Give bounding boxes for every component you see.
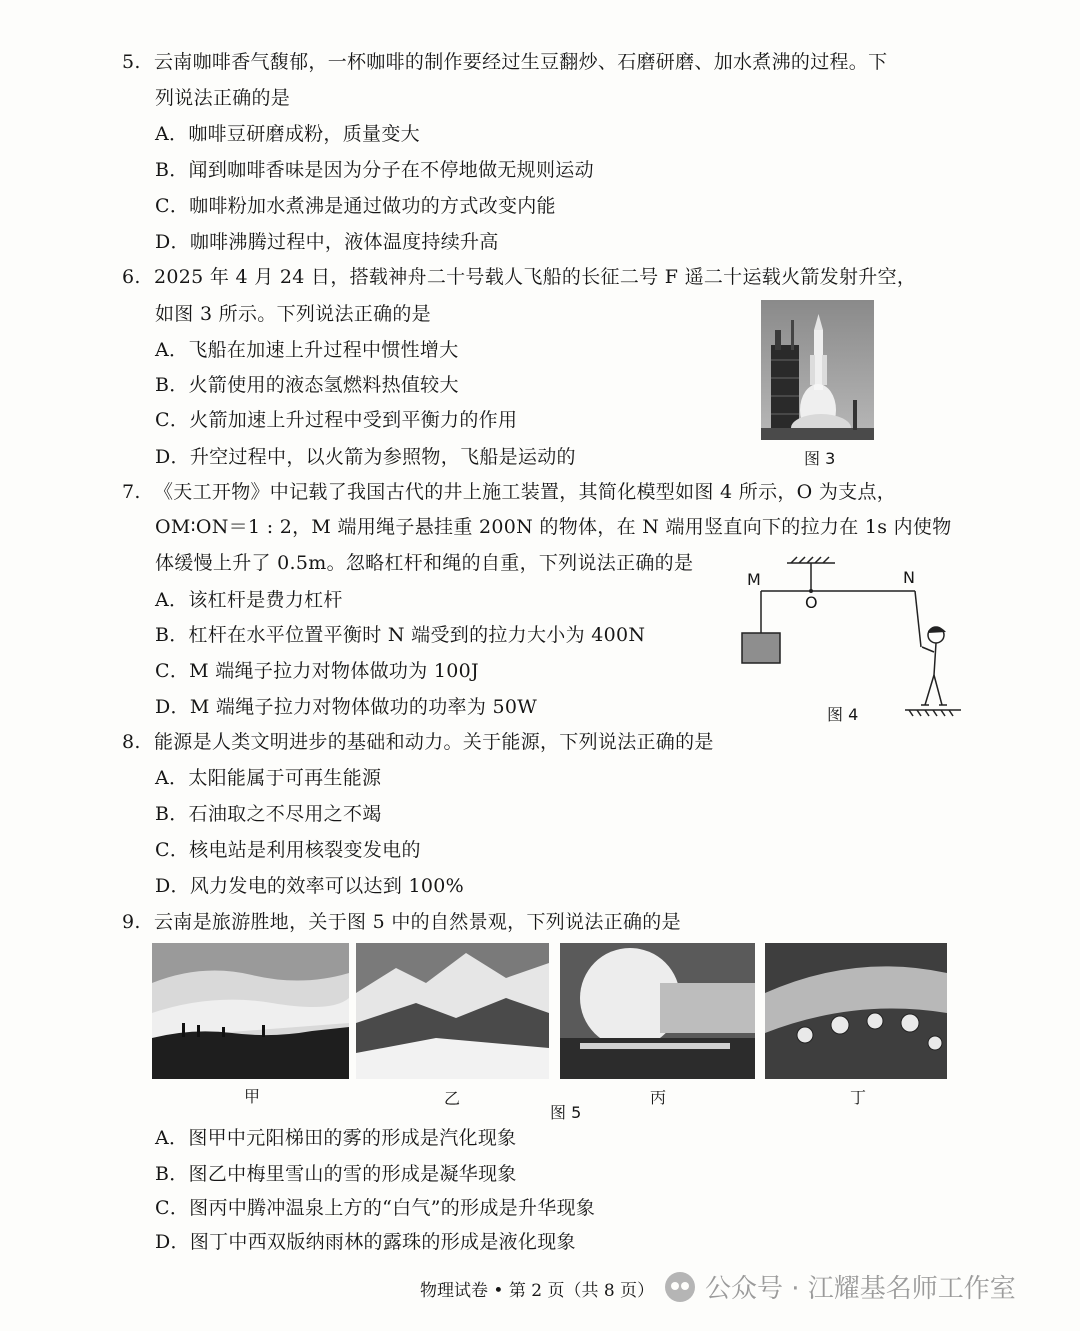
label-n: N: [903, 568, 915, 587]
q6-stem-line1: 6. 2025 年 4 月 24 日，搭载神舟二十号载人飞船的长征二号 F 遥二十运载火箭发射升空，: [122, 266, 917, 288]
q9-option-a: A．图甲中元阳梯田的雾的形成是汽化现象: [155, 1127, 517, 1149]
q5-option-c: C．咖啡粉加水煮沸是通过做功的方式改变内能: [155, 195, 556, 217]
figure-4-lever-diagram: [735, 555, 970, 725]
q6-option-d: D．升空过程中，以火箭为参照物，飞船是运动的: [155, 446, 576, 468]
watermark-text: 公众号 · 江耀基名师工作室: [705, 1274, 1016, 1304]
q8-option-c: C．核电站是利用核裂变发电的: [155, 839, 421, 861]
q5-option-a: A．咖啡豆研磨成粉，质量变大: [155, 123, 420, 145]
q8-option-a: A．太阳能属于可再生能源: [155, 767, 382, 789]
q6-option-a: A．飞船在加速上升过程中惯性增大: [155, 339, 459, 361]
q7-option-b: B．杠杆在水平位置平衡时 N 端受到的拉力大小为 400N: [155, 624, 646, 646]
q9-option-b: B．图乙中梅里雪山的雪的形成是凝华现象: [155, 1163, 517, 1185]
q7-stem-line2: OM∶ON＝1 : 2，M 端用绳子悬挂重 200N 的物体，在 N 端用竖直向下的拉力在 1s 内使物: [155, 516, 952, 538]
photo-label-bing: 丙: [650, 1088, 667, 1107]
figure-5-photo-bing: [560, 943, 755, 1079]
figure-3-rocket-photo: [761, 300, 874, 440]
q5-stem-line2: 列说法正确的是: [155, 87, 291, 109]
q5-option-d: D．咖啡沸腾过程中，液体温度持续升高: [155, 231, 499, 253]
watermark: [665, 1268, 1016, 1305]
q6-option-b: B．火箭使用的液态氢燃料热值较大: [155, 374, 459, 396]
figure-4-caption: 图 4: [827, 705, 859, 724]
q5-option-b: B．闻到咖啡香味是因为分子在不停地做无规则运动: [155, 159, 594, 181]
figure-5-photo-jia: [152, 943, 349, 1079]
q9-stem-line1: 9. 云南是旅游胜地，关于图 5 中的自然景观，下列说法正确的是: [122, 911, 681, 933]
q8-option-b: B．石油取之不尽用之不竭: [155, 803, 382, 825]
q9-option-d: D．图丁中西双版纳雨林的露珠的形成是液化现象: [155, 1231, 576, 1253]
figure-3-caption: 图 3: [804, 449, 836, 468]
q9-option-c: C．图丙中腾冲温泉上方的“白气”的形成是升华现象: [155, 1197, 596, 1219]
q7-option-a: A．该杠杆是费力杠杆: [155, 589, 343, 611]
q8-stem-line1: 8. 能源是人类文明进步的基础和动力。关于能源，下列说法正确的是: [122, 731, 714, 753]
q7-stem-line3: 体缓慢上升了 0.5m。忽略杠杆和绳的自重，下列说法正确的是: [155, 552, 694, 574]
page-footer: 物理试卷 • 第 2 页（共 8 页）: [420, 1281, 655, 1301]
q6-option-c: C．火箭加速上升过程中受到平衡力的作用: [155, 409, 518, 431]
figure-5-caption: 图 5: [550, 1103, 582, 1122]
q7-stem-line1: 7. 《天工开物》中记载了我国古代的井上施工装置，其简化模型如图 4 所示，O 为支点，: [122, 481, 897, 503]
label-o: O: [805, 593, 818, 612]
label-m: M: [747, 570, 761, 589]
q7-option-d: D．M 端绳子拉力对物体做功的功率为 50W: [155, 696, 538, 718]
q6-stem-line2: 如图 3 所示。下列说法正确的是: [155, 303, 431, 325]
q5-stem-line1: 5. 云南咖啡香气馥郁，一杯咖啡的制作要经过生豆翻炒、石磨研磨、加水煮沸的过程。下: [122, 51, 888, 73]
wechat-icon: [665, 1272, 695, 1302]
q7-option-c: C．M 端绳子拉力对物体做功为 100J: [155, 660, 479, 682]
q8-option-d: D．风力发电的效率可以达到 100%: [155, 875, 464, 897]
photo-label-ding: 丁: [850, 1088, 867, 1107]
figure-5-photo-ding: [765, 943, 947, 1079]
figure-5-photo-yi: [356, 943, 549, 1079]
photo-label-yi: 乙: [444, 1089, 461, 1108]
photo-label-jia: 甲: [244, 1087, 261, 1106]
